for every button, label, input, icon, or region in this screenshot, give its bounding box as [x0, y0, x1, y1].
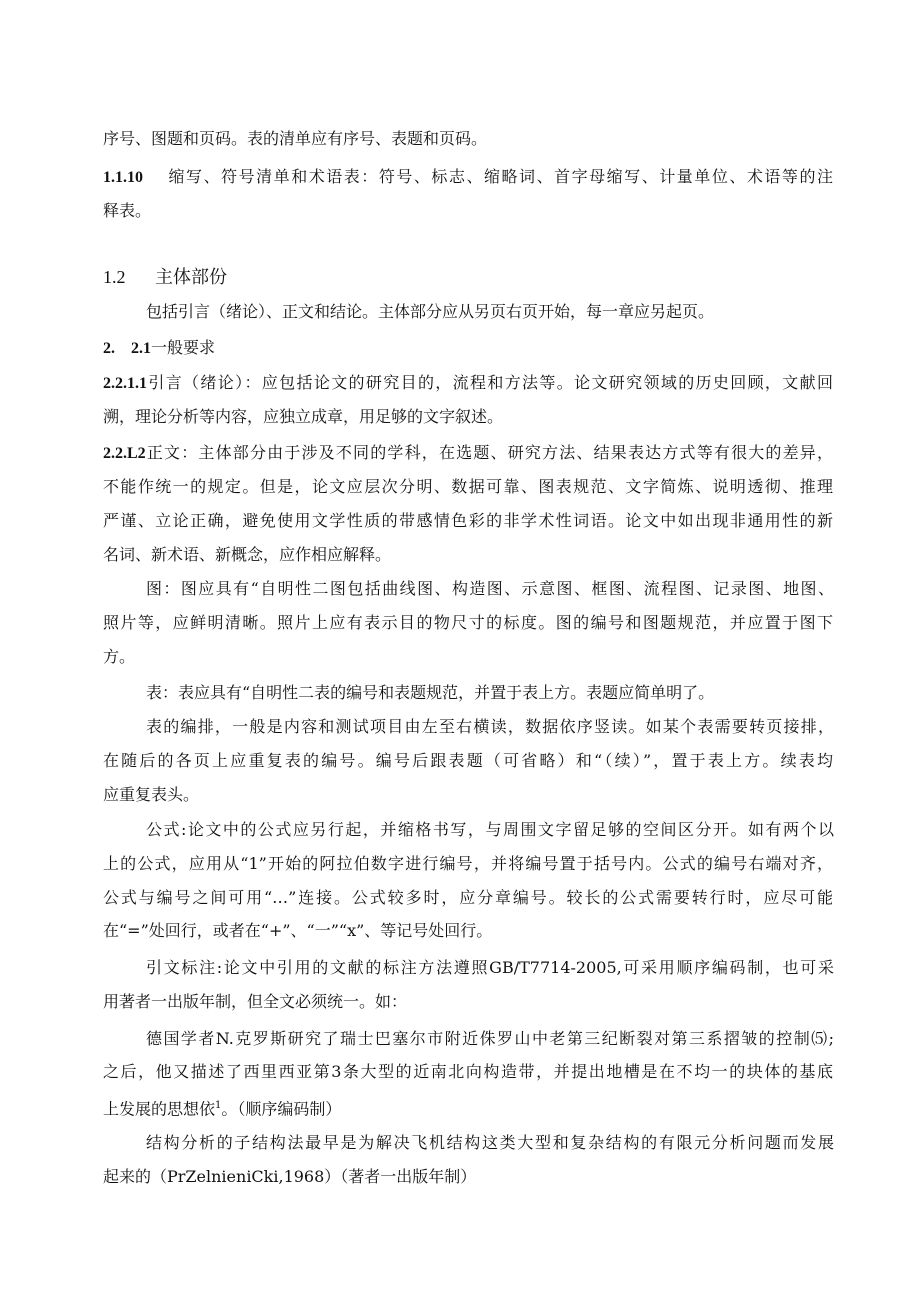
table-layout-line-2: 在随后的各页上应重复表的编号。编号后跟表题（可省略）和“（续）”，置于表上方。续表均 — [103, 751, 833, 770]
table-layout-line-3: 应重复表头。 — [103, 785, 200, 804]
citation-superscript: 1 — [215, 1100, 222, 1111]
subsection-title: 一般要求 — [151, 338, 216, 357]
formula-line-1: 公式:论文中的公式应另行起，并缩格书写，与周围文字留足够的空间区分开。如有两个以 — [146, 820, 834, 839]
intro-line — [103, 129, 833, 149]
clause-number: 2.2.L2 — [103, 445, 146, 462]
clause-number: 2.2.1.1 — [103, 375, 147, 392]
intro-text: 序号、图题和页码。表的清单应有序号、表题和页码。 — [103, 129, 488, 148]
section-number: 1.2 — [103, 267, 126, 287]
table-paragraph: 表：表应具有“自明性二表的编号和表题规范，并置于表上方。表题应简单明了。 — [146, 683, 715, 702]
clause-2-2-l2-line-2: 不能作统一的规定。但是，论文应层次分明、数据可靠、图表规范、文字简炼、说明透彻、推理 — [103, 477, 833, 496]
figure-paragraph-line-2: 照片等，应鲜明清晰。照片上应有表示目的物尺寸的标度。图的编号和图题规范，并应置于图下 — [103, 613, 833, 632]
clause-text: 引言（绪论）：应包括论文的研究目的，流程和方法等。论文研究领域的历史回顾，文献回 — [147, 373, 833, 392]
section-heading — [103, 266, 833, 289]
citation-line-1: 引文标注:论文中引用的文献的标注方法遵照GB/T7714-2005,可采用顺序编码制，也可采 — [146, 958, 834, 977]
subsection-number: 2. 2.1 — [103, 340, 152, 357]
example-sequential-line-3: 上发展的思想依$^1$。（顺序编码制） — [103, 1099, 342, 1119]
clause-2-2-1-1-line-1 — [103, 373, 833, 394]
citation-line-2: 用著者一出版年制，但全文必须统一。如： — [103, 992, 408, 1011]
clause-1-1-10-line-1 — [103, 167, 833, 188]
example-author-year-line-2: 起来的（PrZelnieniCki,1968）（著者一出版年制） — [103, 1167, 477, 1186]
clause-2-2-l2-line-4: 名词、新术语、新概念，应作相应解释。 — [103, 545, 392, 564]
example-sequential-line-1: 德国学者N.克罗斯研究了瑞士巴塞尔市附近侏罗山中老第三纪断裂对第三系摺皱的控制⑸; — [146, 1029, 834, 1048]
figure-paragraph-line-1: 图：图应具有“自明性二图包括曲线图、构造图、示意图、框图、流程图、记录图、地图、 — [146, 579, 834, 598]
subsection-heading — [103, 338, 833, 359]
clause-2-2-1-1-line-2: 溯，理论分析等内容，应独立成章，用足够的文字叙述。 — [103, 407, 504, 426]
section-title: 主体部份 — [155, 267, 227, 288]
figure-paragraph-line-3: 方。 — [103, 647, 136, 666]
body-intro-paragraph: 包括引言（绪论）、正文和结论。主体部分应从另页右页开始，每一章应另起页。 — [146, 302, 715, 321]
table-layout-line-1: 表的编排，一般是内容和测试项目由左至右横读，数据依序竖读。如某个表需要转页接排， — [146, 717, 834, 736]
formula-line-2: 上的公式，应用从“1”开始的阿拉伯数字进行编号，并将编号置于括号内。公式的编号右端对齐， — [103, 854, 833, 873]
clause-1-1-10-line-2: 释表。 — [103, 201, 152, 220]
clause-number: 1.1.10 — [103, 169, 143, 186]
clause-2-2-l2-line-3: 严谨、立论正确，避免使用文学性质的带感情色彩的非学术性词语。论文中如出现非通用性的新 — [103, 511, 833, 530]
clause-2-2-l2-line-1 — [103, 443, 833, 464]
clause-text: 正文：主体部分由于涉及不同的学科，在选题、研究方法、结果表达方式等有很大的差异， — [145, 443, 833, 462]
formula-line-3: 公式与编号之间可用“…”连接。公式较多时，应分章编号。较长的公式需要转行时，应尽可能 — [103, 888, 833, 907]
clause-text: 缩写、符号清单和术语表：符号、标志、缩略词、首字母缩写、计量单位、术语等的注 — [167, 167, 833, 186]
example-author-year-line-1: 结构分析的子结构法最早是为解决飞机结构这类大型和复杂结构的有限元分析问题而发展 — [146, 1133, 834, 1152]
example-sequential-line-2: 之后，他又描述了西里西亚第3条大型的近南北向构造带，并提出地槽是在不均一的块体的基底 — [103, 1062, 833, 1081]
formula-line-4: 在“=”处回行，或者在“+”、“一”“x”、等记号处回行。 — [103, 921, 493, 940]
